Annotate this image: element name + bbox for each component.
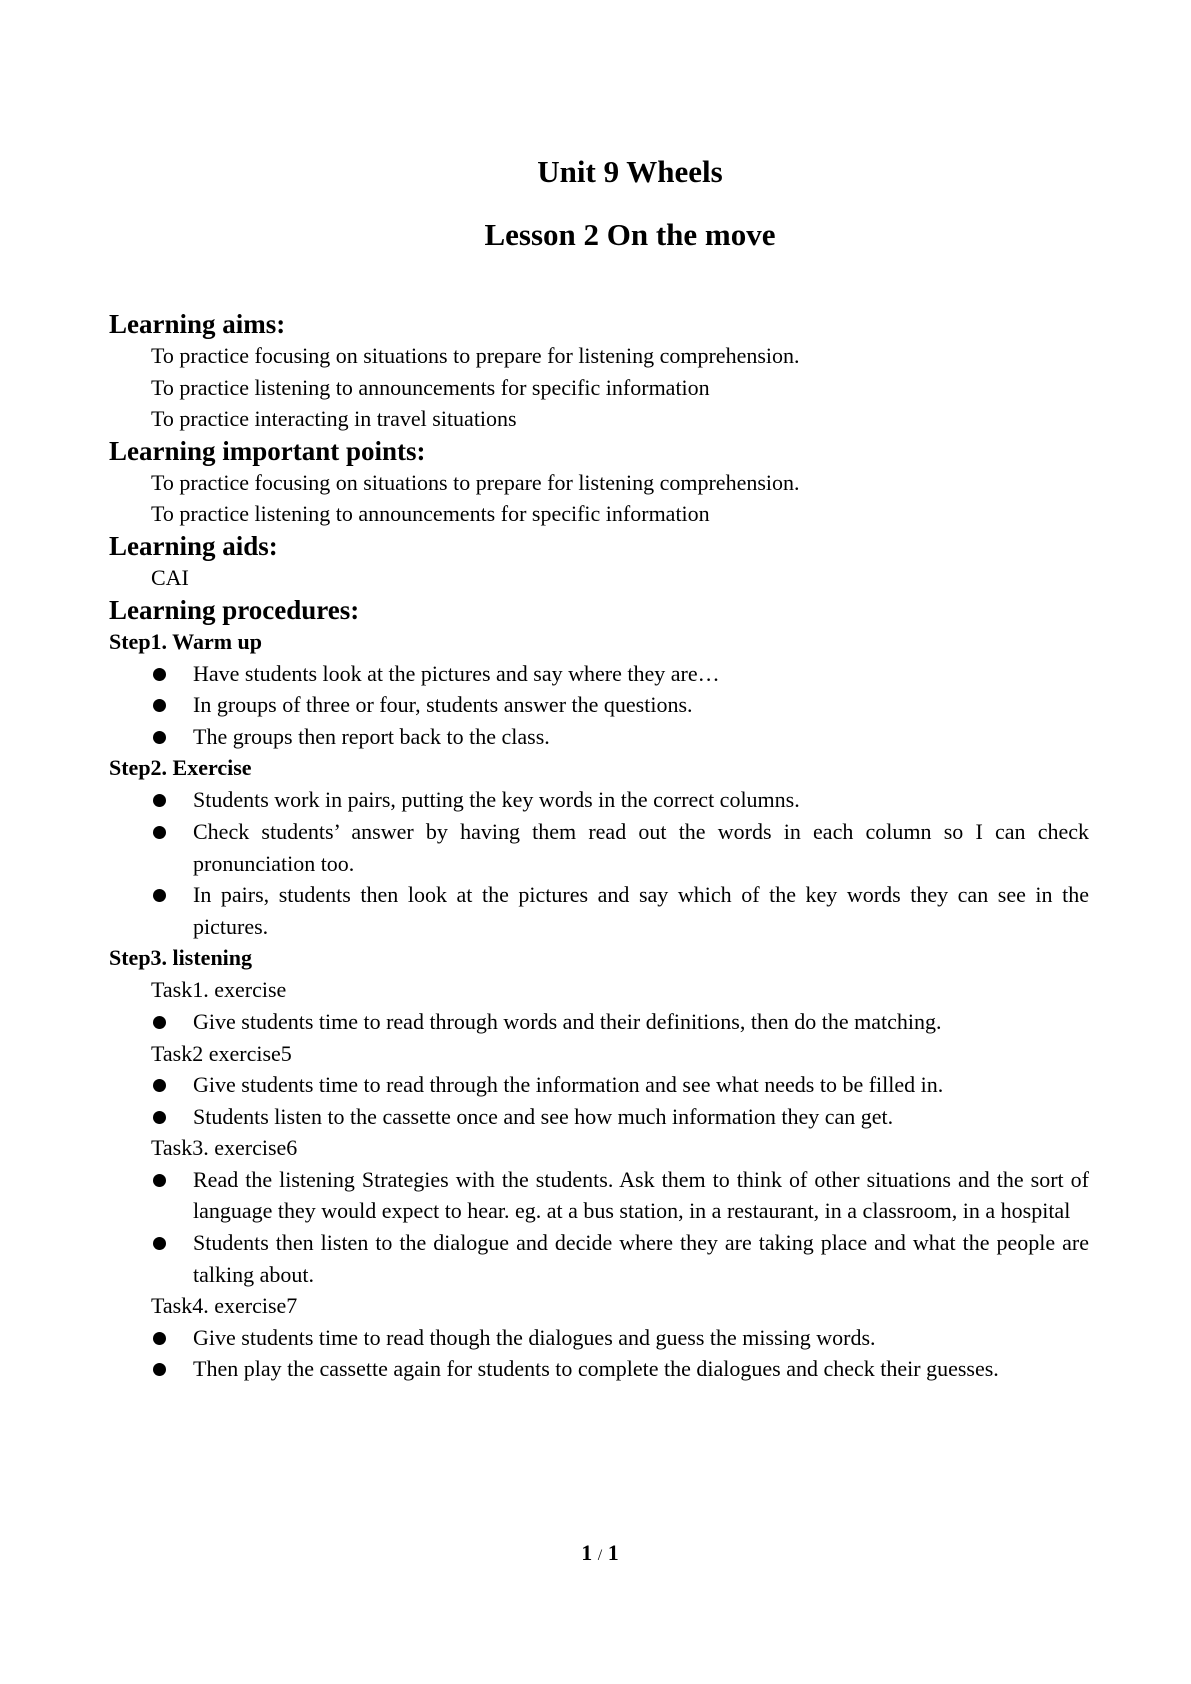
task-label: Task2 exercise5 [151,1040,292,1066]
section-learning-procedures [109,594,1089,1385]
important-item: To practice focusing on situations to prepare for listening comprehension. [151,469,800,495]
bullet-item: Give students time to read through the information and see what needs to be filled in. [109,1069,1089,1101]
bullet-dot-icon [153,889,166,902]
step2-bullet-list [109,784,1089,942]
document-body [109,308,1089,1385]
important-item: To practice listening to announcements for specific information [151,501,710,527]
bullet-dot-icon [153,826,166,839]
bullet-dot-icon [153,794,166,807]
bullet-item: In groups of three or four, students answer the questions. [109,689,1089,721]
step1-bullet-list [109,658,1089,753]
section-learning-aims [109,308,1089,435]
task-label: Task3. exercise6 [151,1135,298,1161]
section-heading: Learning procedures: [109,594,360,625]
section-heading: Learning important points: [109,435,426,466]
aid-item: CAI [151,564,189,590]
task2-bullet-list [109,1069,1089,1132]
document-subtitle: Lesson 2 On the move [484,217,776,252]
section-heading: Learning aims: [109,309,286,339]
bullet-dot-icon [153,1016,166,1029]
task-label: Task4. exercise7 [151,1293,298,1319]
bullet-dot-icon [153,1363,166,1376]
task1-bullet-list [109,1006,1089,1038]
bullet-dot-icon [153,1111,166,1124]
aim-item: To practice interacting in travel situations [151,406,517,432]
bullet-dot-icon [153,1332,166,1345]
bullet-dot-icon [153,668,166,681]
bullet-dot-icon [153,1079,166,1092]
bullet-item: The groups then report back to the class. [109,721,1089,753]
page-separator: / [597,1547,603,1564]
task-label: Task1. exercise [151,977,287,1003]
bullet-item: Students listen to the cassette once and see how much information they can get. [109,1101,1089,1133]
bullet-item: In pairs, students then look at the pictures and say which of the key words they can see in the pictures. [109,879,1089,942]
document-title: Unit 9 Wheels [537,154,723,189]
step-heading: Step2. Exercise [109,755,252,781]
task4-bullet-list [109,1322,1089,1385]
page-total: 1 [607,1540,619,1565]
bullet-item: Students then listen to the dialogue and decide where they are taking place and what the people are talking about. [109,1227,1089,1290]
bullet-dot-icon [153,731,166,744]
section-important-points [109,435,1089,530]
bullet-dot-icon [153,1237,166,1250]
bullet-dot-icon [153,699,166,712]
aim-item: To practice listening to announcements for specific information [151,374,710,400]
section-learning-aids [109,530,1089,594]
task3-bullet-list [109,1164,1089,1290]
bullet-item: Give students time to read through words and their definitions, then do the matching. [109,1006,1089,1038]
step-heading: Step3. listening [109,945,253,971]
page-current: 1 [581,1540,593,1565]
bullet-item: Students work in pairs, putting the key words in the correct columns. [109,784,1089,816]
bullet-item: Give students time to read though the dialogues and guess the missing words. [109,1322,1089,1354]
bullet-item: Then play the cassette again for students to complete the dialogues and check their guesses. [109,1353,1089,1385]
bullet-dot-icon [153,1174,166,1187]
section-heading: Learning aids: [109,530,278,561]
bullet-item: Have students look at the pictures and say where they are… [109,658,1089,690]
step-heading: Step1. Warm up [109,628,263,654]
page-number [0,1538,1191,1571]
bullet-item: Check students’ answer by having them read out the words in each column so I can check pronunciation too. [109,816,1089,879]
bullet-item: Read the listening Strategies with the students. Ask them to think of other situations and the sort of language they would expect to hear. eg. at a bus station, in a restaurant, in a classroom, in a hospital [109,1164,1089,1227]
aim-item: To practice focusing on situations to prepare for listening comprehension. [151,343,800,368]
